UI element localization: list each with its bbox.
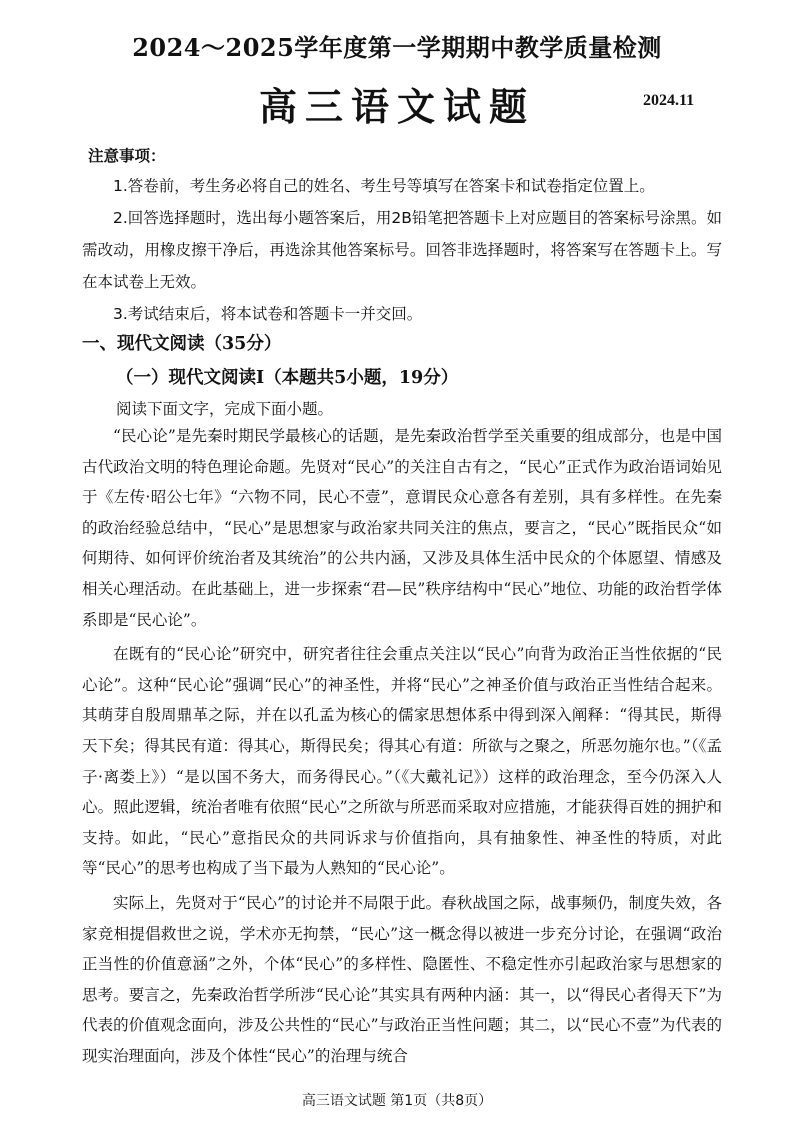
subsection-heading: （一）现代文阅读Ⅰ（本题共5小题，19分） [116,368,459,388]
section-heading: 一、现代文阅读（35分） [82,334,282,354]
passage-paragraph: 实际上，先贤对于“民心”的讨论并不局限于此。春秋战国之际，战事频仍，制度失效，各家竞相提倡救世之说，学术亦无拘禁，“民心”这一概念得以被进一步充分讨论，在强调“政治正当性的价值意涵”之外，个体“民心”的多样性、隐匿性、不稳定性亦引起政治家与思想家的思考。要言之，先秦政治哲学所涉“民心论”其实具有两种内涵：其一，以“得民心者得天下”为代表的价值观念面向，涉及公共性的“民心”与政治正当性问题；其二，以“民心不壹”为代表的现实治理面向，涉及个体性“民心”的治理与统合 [82,893,722,1065]
page-footer: 高三语文试题 第1页（共8页） [301,1093,493,1109]
exam-title: 高三语文试题 [258,84,535,129]
reading-instruction: 阅读下面文字，完成下面小题。 [116,400,334,418]
notice-heading: 注意事项： [88,147,166,165]
passage-paragraph: “民心论”是先秦时期民学最核心的话题，是先秦政治哲学至关重要的组成部分，也是中国古代政治文明的特色理论命题。先贤对“民心”的关注自古有之，“民心”正式作为政治语词始见于《左传·昭公七年》“六物不同，民心不壹”，意谓民众心意各有差别，具有多样性。在先秦的政治经验总结中，“民心”是思想家与政治家共同关注的焦点，要言之，“民心”既指民众“如何期待、如何评价统治者及其统治”的公共内涵，又涉及具体生活中民众的个体愿望、情感及相关心理活动。在此基础上，进一步探索“君—民”秩序结构中“民心”地位、功能的政治哲学体系即是“民心论”。 [82,427,722,629]
reading-passage [82,421,722,1071]
exam-date: 2024.11 [643,92,695,109]
notice-item: 3.考试结束后，将本试卷和答题卡一并交回。 [113,305,423,323]
notice-item: 1.答卷前，考生务必将自己的姓名、考生号等填写在答案卡和试卷指定位置上。 [113,177,655,195]
notice-item: 2.回答选择题时，选出每小题答案后，用2B铅笔把答题卡上对应题目的答案标号涂黑。如需改动，用橡皮擦干净后，再选涂其他答案标号。回答非选择题时，将答案写在答题卡上。写在本试卷上无效。 [82,209,722,291]
exam-subtitle: 2024～2025学年度第一学期期中教学质量检测 [132,33,662,62]
notice-list [82,170,722,330]
passage-paragraph: 在既有的“民心论”研究中，研究者往往会重点关注以“民心”向背为政治正当性依据的“民心论”。这种“民心论”强调“民心”的神圣性，并将“民心”之神圣价值与政治正当性结合起来。其萌芽自殷周鼎革之际，并在以孔孟为核心的儒家思想体系中得到深入阐释：“得其民，斯得天下矣；得其民有道：得其心，斯得民矣；得其心有道：所欲与之聚之，所恶勿施尔也。”（《孟子·离娄上》）“是以国不务大，而务得民心。”（《大戴礼记》）这样的政治理念，至今仍深入人心。照此逻辑，统治者唯有依照“民心”之所欲与所恶而采取对应措施，才能获得百姓的拥护和支持。如此，“民心”意指民众的共同诉求与价值指向，具有抽象性、神圣性的特质，对此等“民心”的思考也构成了当下最为人熟知的“民心论”。 [82,645,722,878]
